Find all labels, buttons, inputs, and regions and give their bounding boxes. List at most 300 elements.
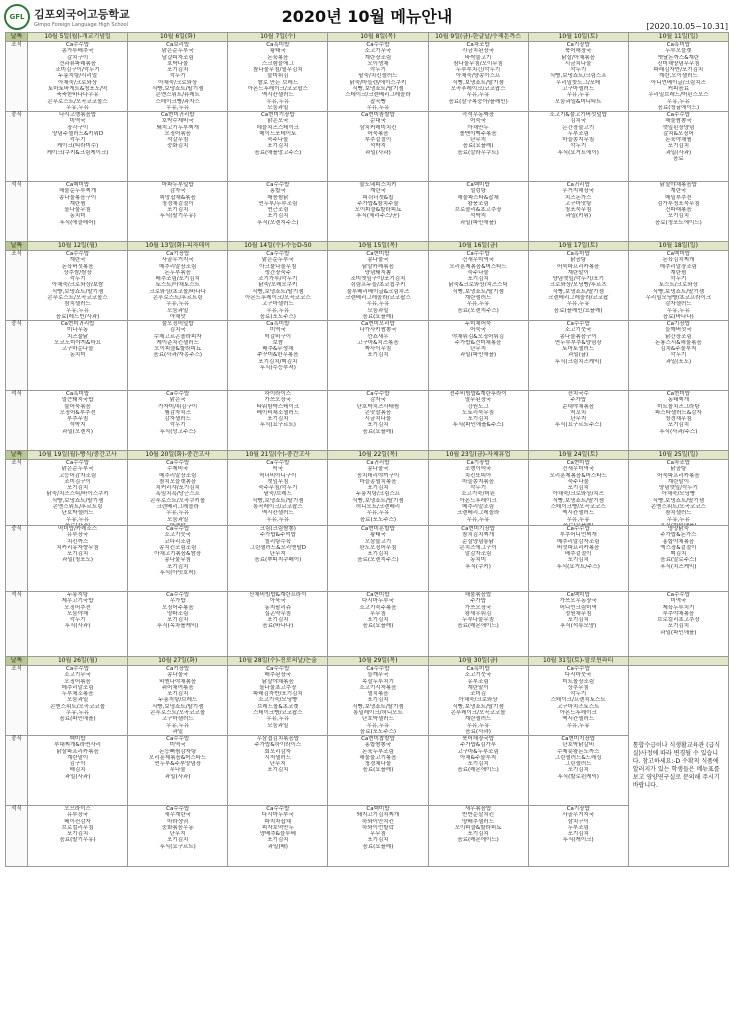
menu-cell bbox=[128, 736, 228, 806]
meal-label: 조식 bbox=[6, 666, 28, 736]
menu-item: 단무지 bbox=[269, 761, 286, 768]
menu-item: 피쉬너겟&칩 bbox=[362, 194, 394, 201]
day-header: 10월 14일(수)-수능D-50 bbox=[228, 242, 328, 251]
menu-cell bbox=[628, 592, 728, 657]
menu-item: 가자미/튀김구이 bbox=[158, 403, 198, 410]
menu-item: 불도네피스치키 bbox=[359, 182, 397, 188]
menu-item: 우삼겹김치볶음밥 bbox=[256, 736, 300, 742]
day-header: 10월 16일(금) bbox=[428, 242, 528, 251]
menu-item: 과일(사과) bbox=[665, 149, 692, 156]
menu-item: 시금치나물 bbox=[364, 416, 392, 423]
menu-item: 모둠과일&미니타트 bbox=[554, 98, 602, 105]
menu-item: 떡너비아니구이 bbox=[259, 472, 297, 479]
menu-item: 꽁치데리야끼구이 bbox=[356, 472, 400, 479]
menu-cell bbox=[428, 666, 528, 736]
menu-item: 중화김치 bbox=[167, 143, 189, 150]
menu-item: 목살두루치기 bbox=[362, 678, 394, 685]
menu-item: 순대국 bbox=[369, 118, 386, 125]
menu-item: 숙주나물 bbox=[467, 269, 489, 276]
menu-item: 포기김치/백김치 bbox=[258, 358, 298, 365]
menu-item: 식빵,보냉쇼트/딸기잼 bbox=[252, 288, 304, 295]
menu-item: 떡국 bbox=[272, 466, 284, 473]
menu-item: 닭죽/치즈스틱/바이스쿠키 bbox=[46, 491, 109, 498]
menu-item: 우유,두유 bbox=[166, 510, 190, 517]
menu-item: 양념깻잎/깍두기 bbox=[658, 485, 698, 492]
menu-item: Ca흑미밥 bbox=[266, 321, 290, 327]
menu-item: 우유,두유 bbox=[266, 98, 290, 105]
menu-item: 후식(사과/주스) bbox=[659, 428, 698, 435]
menu-item: Ca현미기장밥 bbox=[461, 526, 495, 532]
menu-item: 동지팥리쥬 bbox=[264, 604, 292, 611]
menu-item: 부추무침 bbox=[66, 416, 89, 423]
menu-item: 메추리알조림 bbox=[61, 684, 94, 691]
menu-cell bbox=[228, 736, 328, 806]
menu-item: 배추조림/포기김치 bbox=[155, 276, 200, 283]
menu-item: 아니언베이글/크림치즈 bbox=[650, 79, 706, 86]
menu-item: 숙주나물 bbox=[267, 137, 289, 144]
menu-item: 음료(레몬에이드) bbox=[457, 837, 499, 844]
menu-item: 단호박닭갈비 bbox=[562, 742, 595, 749]
menu-item: 깍두기 bbox=[670, 276, 687, 283]
menu-cell bbox=[28, 321, 128, 391]
menu-item: Ca보리밥 bbox=[166, 42, 190, 48]
menu-item: 아몬드후레이크 bbox=[459, 497, 497, 504]
menu-item: 햄감자치즈 bbox=[164, 409, 191, 416]
menu-item: 오징어주볶음 bbox=[161, 604, 194, 611]
menu-cell bbox=[628, 526, 728, 592]
menu-item: 마늘쫑지무침 bbox=[562, 137, 595, 144]
menu-cell bbox=[228, 526, 328, 592]
menu-item: 소고기죽/모닝빵 bbox=[258, 697, 298, 704]
menu-item: 매콤찜닭 bbox=[267, 194, 289, 201]
menu-item: 다시마두부국 bbox=[362, 598, 394, 605]
menu-item: 모둠과일 bbox=[267, 104, 289, 111]
week-header-row bbox=[6, 33, 729, 42]
menu-item: 순대야채볶음 bbox=[562, 403, 595, 410]
menu-item: 양념돼지뽐 bbox=[364, 269, 392, 276]
menu-item: 정원채무침 bbox=[564, 610, 592, 617]
menu-item: Ca수수밥 bbox=[266, 666, 290, 672]
menu-item: 베이컨감자 bbox=[64, 818, 91, 825]
menu-item: 어묵파프리카볶음 bbox=[556, 263, 600, 270]
menu-item: 포기김치 bbox=[467, 761, 489, 768]
day-header: 10월 10일(토) bbox=[528, 33, 628, 42]
menu-item: 음료(오렌지주스) bbox=[357, 557, 399, 564]
menu-item: 치킨까스 bbox=[66, 538, 89, 545]
menu-cell bbox=[328, 736, 428, 806]
menu-item: 포기김치 bbox=[667, 213, 690, 220]
menu-item: 김치&주물부칙 bbox=[660, 346, 697, 353]
menu-item: 음료(요플레) bbox=[362, 428, 394, 435]
menu-item: 산채비빔밥&계란프라이 bbox=[249, 592, 307, 598]
menu-item: 식빵,보냉쇼트/딸기잼 bbox=[151, 86, 204, 93]
menu-item: Ca현미밥 bbox=[666, 391, 690, 397]
menu-item: 아채맛 bbox=[169, 313, 186, 320]
menu-item: 음료(레몬에이드) bbox=[457, 767, 499, 774]
menu-item: 콩나물국 bbox=[367, 466, 389, 473]
menu-cell bbox=[528, 321, 628, 391]
menu-item: 닭죽/마들렌/에이스쿠키 bbox=[349, 79, 407, 86]
day-header: 10월 24일(토) bbox=[528, 451, 628, 460]
menu-item: 미역국 bbox=[169, 742, 186, 749]
menu-item: Ca기장밥 bbox=[566, 806, 590, 812]
menu-item: 떡꼬치 bbox=[570, 409, 587, 416]
menu-item: 베이비채소샐러드 bbox=[256, 409, 300, 416]
menu-item: Ca현미기장밥 bbox=[260, 112, 295, 118]
menu-item: Ca수수밥 bbox=[166, 460, 190, 466]
menu-item: 두부조림 bbox=[567, 130, 589, 137]
menu-item: 양념주셀러드&키위D bbox=[52, 130, 104, 137]
menu-item: Ca흑미밥 bbox=[666, 42, 690, 48]
menu-item: 깍두기 bbox=[69, 137, 86, 144]
menu-item: 조기가루/깍두기 bbox=[258, 276, 298, 283]
menu-item: 후식(사과) bbox=[64, 623, 91, 630]
menu-item: 불루베리베이글&크림치즈 bbox=[346, 288, 410, 295]
menu-item: 해물순두부찌개 bbox=[58, 188, 97, 195]
week-header-row bbox=[6, 657, 729, 666]
menu-item: 아채죽/모닝빵 bbox=[661, 491, 696, 498]
menu-item: 불어묵볶음 bbox=[64, 403, 91, 410]
menu-item: 우리밀핫도그/포테 bbox=[556, 79, 601, 86]
menu-item: 왕새우튀김 bbox=[464, 610, 492, 617]
menu-item: 미역국 bbox=[269, 327, 286, 334]
menu-item: 포기김치 bbox=[567, 767, 589, 774]
day-header: 10월 6일(화) bbox=[128, 33, 228, 42]
menu-item: 닭간장조림 bbox=[665, 333, 692, 340]
menu-item: 해물짬뽕국 bbox=[665, 118, 692, 125]
menu-item: 유부장국 bbox=[66, 812, 89, 819]
menu-item: 후식(요구르트주스) bbox=[554, 422, 602, 429]
menu-item: 미역국 bbox=[69, 118, 86, 125]
menu-item: 시저샐러드 bbox=[264, 754, 292, 761]
menu-item: 모둠과일 bbox=[367, 307, 389, 314]
menu-item: 콩나물국 bbox=[167, 672, 189, 679]
menu-item: 소고기무국 bbox=[64, 672, 91, 679]
menu-item: 식빵,보냉쇼트/딸기잼 bbox=[151, 703, 204, 710]
menu-item: 석박지 bbox=[69, 422, 86, 429]
menu-item: 왕풍조림 bbox=[467, 200, 489, 207]
menu-cell bbox=[628, 391, 728, 451]
menu-item: 모둠과일 bbox=[167, 516, 189, 523]
menu-cell bbox=[328, 391, 428, 451]
menu-item: 콘엔스위트/퓨레트 bbox=[155, 92, 200, 99]
menu-cell bbox=[428, 526, 528, 592]
menu-item: 미나무동 bbox=[66, 327, 89, 334]
menu-item: 계란찜 bbox=[670, 269, 687, 276]
menu-item: 수제고르곤졸라피자 bbox=[153, 333, 202, 340]
menu-item: 들깨무국 bbox=[367, 672, 389, 679]
menu-item: 식빵,보냉쇼트/딸기잼 bbox=[352, 86, 404, 93]
meal-label: 석식 bbox=[6, 806, 28, 867]
menu-item: 메추리알장조림 bbox=[659, 263, 697, 270]
menu-item: Ca기장밥 bbox=[566, 42, 590, 48]
menu-item: 콩나물볶음구이 bbox=[559, 333, 597, 340]
menu-item: 케이준치킨샐러드 bbox=[156, 339, 199, 346]
menu-cell bbox=[428, 112, 528, 182]
menu-item: 깍두기 bbox=[369, 67, 386, 74]
menu-item: 얼큰돼지국밥 bbox=[61, 397, 94, 404]
menu-item: 식빵,보냉쇼트/딸기잼 bbox=[352, 703, 404, 710]
menu-item: 들깨버섯국 bbox=[665, 327, 692, 334]
menu-item: 두부오믈렛 bbox=[665, 48, 692, 55]
menu-cell bbox=[228, 182, 328, 242]
menu-item: Ca차조밥 bbox=[666, 460, 690, 466]
day-header: 10월 13일(화)-피자데이 bbox=[128, 242, 228, 251]
menu-item: Ca기장밥 bbox=[166, 251, 190, 257]
menu-item: 음료(딸기우유) bbox=[59, 837, 96, 844]
date-label: 날짜 bbox=[6, 33, 28, 42]
menu-item: 고구마샐러드 bbox=[562, 86, 595, 93]
menu-item: 김구이 bbox=[69, 761, 86, 768]
menu-item: 과일 bbox=[172, 728, 184, 735]
menu-item: 음료(플레인/요플레) bbox=[553, 307, 603, 314]
date-label: 날짜 bbox=[6, 242, 28, 251]
meal-row bbox=[6, 42, 729, 112]
menu-item: 아채죽/크로와상 bbox=[458, 697, 498, 704]
menu-item: 후식(딸기우유) bbox=[159, 213, 196, 220]
menu-item: 우유,두유 bbox=[166, 722, 190, 729]
menu-item: 포기김치 bbox=[267, 617, 289, 624]
menu-cell bbox=[428, 321, 528, 391]
menu-item: 열무된장국 bbox=[464, 397, 492, 404]
menu-item: 참치샐러드 bbox=[665, 510, 692, 517]
menu-item: 든간장불고기 bbox=[562, 124, 595, 131]
menu-item: 후식(오렌지주스) bbox=[257, 219, 299, 226]
meal-label: 중식 bbox=[6, 526, 28, 592]
menu-item: 두부채소볶음 bbox=[61, 691, 94, 698]
menu-item: 아욱국 bbox=[269, 598, 286, 605]
menu-item: 후식(할로윈케익) bbox=[557, 773, 599, 780]
menu-item: 상추쌈/쌈장 bbox=[63, 269, 92, 276]
menu-item: 오삼불고기 bbox=[364, 538, 392, 545]
menu-item: 통밀레이크/허니오트 bbox=[353, 710, 403, 717]
menu-item: 우유,두유 bbox=[666, 307, 690, 314]
menu-item: 부추겉절이 bbox=[364, 137, 392, 144]
menu-item: 석박지 bbox=[369, 143, 386, 150]
menu-item: 누룽지탕/크림스프 bbox=[355, 491, 401, 498]
menu-cell bbox=[228, 321, 328, 391]
menu-item: 주가밥&김가루 bbox=[459, 742, 497, 749]
menu-item: 우유,두유 bbox=[266, 516, 290, 523]
meal-row bbox=[6, 460, 729, 526]
menu-item: 포기김치 bbox=[467, 416, 489, 423]
day-header: 10월 29일(목) bbox=[328, 657, 428, 666]
menu-item: 음료(파인애플) bbox=[59, 716, 96, 723]
menu-item: 닭죽/오레오쿠키 bbox=[258, 282, 298, 289]
menu-item: 어묵볶음 bbox=[367, 130, 389, 137]
menu-cell bbox=[528, 251, 628, 321]
menu-item: 야채튀김&오징어튀김 bbox=[452, 333, 505, 340]
menu-item: 닭살야채볶음 bbox=[261, 678, 294, 685]
menu-item: 계란국 bbox=[670, 188, 687, 195]
day-header: 10월 15일(목) bbox=[328, 242, 428, 251]
menu-item: 칠리탕수육 bbox=[264, 538, 292, 545]
meal-label: 조식 bbox=[6, 42, 28, 112]
menu-item: 계란말이 bbox=[567, 269, 589, 276]
menu-item: 시금치된장국 bbox=[462, 48, 495, 55]
menu-item: 닭살/아채볶음 bbox=[561, 54, 596, 61]
menu-item: 회오리감자 bbox=[264, 748, 292, 755]
menu-item: 스테이크빵/과자스 bbox=[155, 98, 200, 105]
menu-item: 포기김치 bbox=[367, 422, 389, 429]
menu-item: 홍합국 bbox=[269, 188, 286, 195]
menu-item: Ca수수밥 bbox=[566, 666, 590, 672]
menu-item: 축축한바나나우유 bbox=[56, 92, 99, 99]
menu-item: 포기김치 bbox=[267, 143, 289, 150]
menu-cell bbox=[428, 42, 528, 112]
menu-cell bbox=[528, 42, 628, 112]
menu-item: 토마토바게트&청포도/떡 bbox=[47, 86, 108, 93]
menu-item: 포기김치 bbox=[367, 617, 389, 624]
menu-item: 나시고랭볶음밥 bbox=[58, 112, 97, 118]
menu-item: 포기김치 bbox=[267, 837, 289, 844]
menu-item: 맑은국 bbox=[169, 397, 186, 404]
menu-item: 잡곡빵 bbox=[369, 98, 386, 105]
day-header: 10월 9일(금)-한글날/수제돈까스 bbox=[428, 33, 528, 42]
menu-item: 콘치즈에그구이 bbox=[459, 544, 497, 551]
menu-item: 스테이크/프렌치토스트 bbox=[550, 697, 606, 704]
menu-cell bbox=[28, 736, 128, 806]
menu-cell bbox=[528, 391, 628, 451]
menu-item: 누룽지탕 bbox=[66, 592, 89, 598]
menu-item: 나가사키짬뽕국 bbox=[359, 327, 397, 334]
menu-cell bbox=[28, 391, 128, 451]
menu-item: 홍합야채볶음 bbox=[662, 538, 695, 545]
menu-item: 참치샐러드 bbox=[64, 301, 91, 308]
menu-cell bbox=[628, 182, 728, 242]
menu-item: 계란말이 bbox=[667, 478, 690, 485]
menu-item: 알감자조림 bbox=[464, 551, 492, 558]
menu-item: 그린샐러드 bbox=[564, 761, 592, 768]
menu-cell bbox=[228, 460, 328, 526]
day-header: 10월 18일(일) bbox=[628, 242, 728, 251]
menu-item: 북어해장국 bbox=[564, 48, 592, 55]
menu-item: 하이라이스 bbox=[264, 391, 292, 397]
menu-cell bbox=[428, 391, 528, 451]
menu-item: 포기김치 bbox=[467, 831, 489, 838]
meal-label: 조식 bbox=[6, 460, 28, 526]
menu-item: 가쓰오장국 bbox=[464, 604, 492, 611]
menu-item: 식빵,보냉쇼트/딸기잼 bbox=[51, 497, 104, 504]
menu-item: 단무지 bbox=[169, 831, 186, 838]
menu-item: 돌나물무침 bbox=[64, 207, 91, 214]
menu-cell bbox=[128, 251, 228, 321]
menu-cell bbox=[628, 251, 728, 321]
menu-item: 음료(알로주스) bbox=[660, 557, 697, 564]
menu-item: Ca수수밥 bbox=[66, 460, 90, 466]
menu-item: 아채&주물부칙 bbox=[459, 754, 497, 761]
menu-cell bbox=[628, 321, 728, 391]
menu-item: 소고기뭇국 bbox=[464, 672, 492, 679]
day-header: 10월 28일(수)-진로의날/논술 bbox=[228, 657, 328, 666]
menu-item: 포기김치 bbox=[667, 143, 690, 150]
menu-item: 음료(레드빈/사과) bbox=[55, 313, 100, 320]
menu-item: 배추된장국 bbox=[264, 672, 292, 679]
menu-item: 조미깻잎구이/포기김치 bbox=[350, 276, 406, 283]
menu-item: 양배추샐러드 bbox=[462, 818, 495, 825]
menu-item: 생간장숙주 bbox=[264, 269, 292, 276]
menu-item: Ca기장밥 bbox=[466, 460, 490, 466]
menu-cell bbox=[28, 806, 128, 867]
menu-item: 옛날돈까스&계란 bbox=[657, 54, 700, 61]
menu-item: 연두부&주부양념장 bbox=[154, 761, 202, 768]
day-header bbox=[628, 657, 728, 666]
menu-item: 후식(에클레어) bbox=[59, 219, 96, 226]
menu-item: 우유,두유 bbox=[366, 104, 390, 111]
menu-item: 양파조림 bbox=[167, 610, 189, 617]
menu-item: 보쌈 bbox=[272, 339, 284, 346]
menu-item: 엑스장&겉절이 bbox=[660, 544, 697, 551]
menu-item: 모둠야채 bbox=[66, 610, 89, 617]
day-header: 10월 22일(목) bbox=[328, 451, 428, 460]
menu-item: 무무침 bbox=[369, 610, 386, 617]
menu-item: 김치국 bbox=[570, 118, 587, 125]
menu-item: 북어해장국밥 bbox=[462, 736, 495, 742]
menu-item: 떡미밥/카레소스 bbox=[58, 526, 98, 532]
menu-item: 과일(사과) bbox=[64, 773, 91, 780]
menu-item: 쥐어채여볶음 bbox=[161, 684, 194, 691]
menu-cell bbox=[28, 42, 128, 112]
menu-item: 배추겉절이 bbox=[564, 551, 592, 558]
day-header: 10월 17일(토) bbox=[528, 242, 628, 251]
menu-item: 장각구이 bbox=[66, 124, 89, 131]
menu-item: Ca현미혼합밥 bbox=[361, 526, 395, 532]
menu-item: 스크램블에그 bbox=[261, 60, 294, 67]
menu-item: Ca백미밥 bbox=[666, 251, 690, 257]
menu-item: 어니언크림미역 bbox=[559, 604, 597, 611]
menu-item: 맑은오국 bbox=[267, 118, 289, 125]
menu-item: 아채죽/크로와상 bbox=[58, 79, 98, 86]
menu-item: 버섯파프리카볶음 bbox=[556, 544, 600, 551]
menu-item: 고구마순나물 bbox=[61, 346, 94, 353]
menu-item: 과일(포도) bbox=[665, 358, 692, 365]
menu-item: 포기김치 bbox=[167, 691, 189, 698]
menu-item: 포기김치 bbox=[267, 213, 289, 220]
menu-item: 제육두루치기 bbox=[662, 604, 695, 611]
menu-item: 모둠과일 bbox=[267, 722, 289, 729]
menu-item: 소고기죽/머핀 bbox=[461, 491, 495, 498]
menu-item: 후식(아잇호떡) bbox=[159, 570, 196, 577]
menu-cell bbox=[528, 182, 628, 242]
menu-item: Ca수수밥 bbox=[66, 42, 90, 48]
menu-item: 주가밥&하이라이스 bbox=[254, 742, 302, 749]
menu-item: 해물볶음밥 bbox=[464, 592, 492, 598]
menu-item: 감자샐러드 bbox=[164, 416, 191, 423]
menu-item: 음료(뿌띠지쿠페이) bbox=[254, 557, 302, 564]
menu-item: 깻잎무침 bbox=[267, 478, 289, 485]
meal-label: 석식 bbox=[6, 182, 28, 242]
day-header: 10월 11일(일) bbox=[628, 33, 728, 42]
menu-cell bbox=[128, 666, 228, 736]
menu-cell bbox=[128, 460, 228, 526]
menu-item: Ca흑미밥 bbox=[266, 42, 290, 48]
menu-item: 배추&무생채 bbox=[262, 346, 294, 353]
menu-item: 상추무침 bbox=[567, 684, 589, 691]
menu-item: 깍두기 bbox=[570, 691, 587, 698]
menu-item: 콘푸로스트/오곡쿠키볼 bbox=[150, 497, 206, 504]
menu-item: 닭살파프리카볶음 bbox=[56, 748, 99, 755]
menu-item: 양배추&블루베 bbox=[259, 831, 296, 838]
day-header: 10월 8일(목) bbox=[328, 33, 428, 42]
menu-item: Ca수수밥 bbox=[666, 112, 690, 118]
menu-item: 토스트/크로와상 bbox=[658, 282, 698, 289]
menu-item: 그린샐러드&오리엔탈D bbox=[249, 544, 306, 551]
menu-item: 오곡푸레이크/코코팝스 bbox=[450, 86, 506, 93]
menu-item: 계란국 bbox=[69, 257, 86, 264]
menu-item: 마늘쫑지볶음 bbox=[462, 478, 495, 485]
menu-item: Ca백미밥 bbox=[466, 182, 490, 188]
menu-item: 돈육야채찜 bbox=[665, 137, 692, 144]
